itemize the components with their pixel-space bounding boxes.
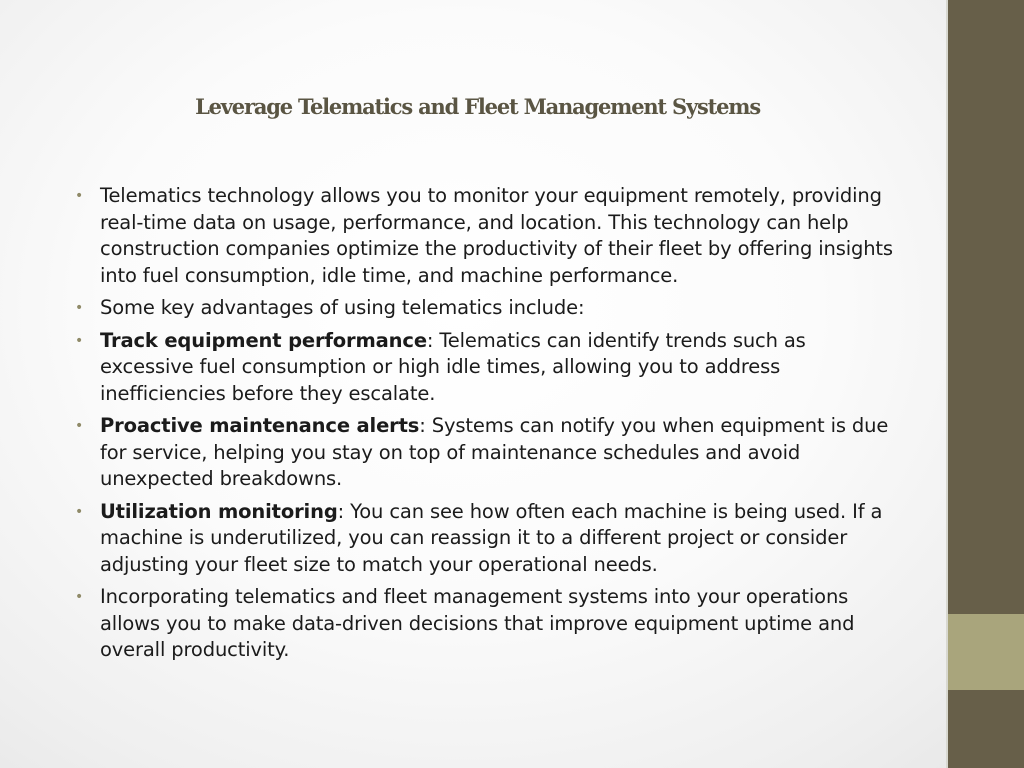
- bullet-text: : Telematics can identify trends such as excessive fuel consumption or high idle times, allowing you to address inefficiencies before they escalate.: [100, 328, 806, 405]
- bullet-dot-icon: •: [75, 589, 84, 605]
- bullet-dot-icon: •: [75, 300, 84, 316]
- bullet-dot-icon: •: [75, 332, 84, 349]
- bullet-text: : You can see how often each machine is being used. If a machine is underutilized, you can reassign it to a different project or consider adjusting your fleet size to match your operational needs.: [100, 499, 883, 576]
- bullet-dot-icon: •: [75, 418, 84, 434]
- list-item: [72, 499, 902, 579]
- list-item: [72, 413, 902, 493]
- bullet-text: Incorporating telematics and fleet management systems into your operations allows you to make data-driven decisions that improve equipment uptime and overall productivity.: [100, 585, 855, 661]
- bullet-text: Some key advantages of using telematics include:: [100, 296, 585, 319]
- bullet-dot-icon: •: [75, 188, 84, 204]
- list-item: [72, 328, 902, 408]
- list-item: [72, 183, 902, 289]
- bullet-lead: Track equipment performance: [100, 328, 427, 352]
- slide-title: Leverage Telematics and Fleet Management Systems: [195, 94, 760, 120]
- bullet-text: : Systems can notify you when equipment is due for service, helping you stay on top of maintenance schedules and avoid unexpected breakdowns.: [100, 414, 889, 490]
- bullet-lead: Utilization monitoring: [100, 499, 338, 523]
- list-item: [72, 584, 902, 664]
- bullet-dot-icon: •: [75, 503, 84, 520]
- bullet-lead: Proactive maintenance alerts: [100, 414, 420, 437]
- list-item: [72, 295, 902, 322]
- bullet-list: [72, 183, 902, 670]
- sidebar-accent-block: [948, 614, 1024, 690]
- bullet-text: Telematics technology allows you to monitor your equipment remotely, providing real-time data on usage, performance, and location. This technology can help construction companies optimize the productivity of their fleet by offering insights into fuel consumption, idle time, and machine performance.: [100, 184, 893, 287]
